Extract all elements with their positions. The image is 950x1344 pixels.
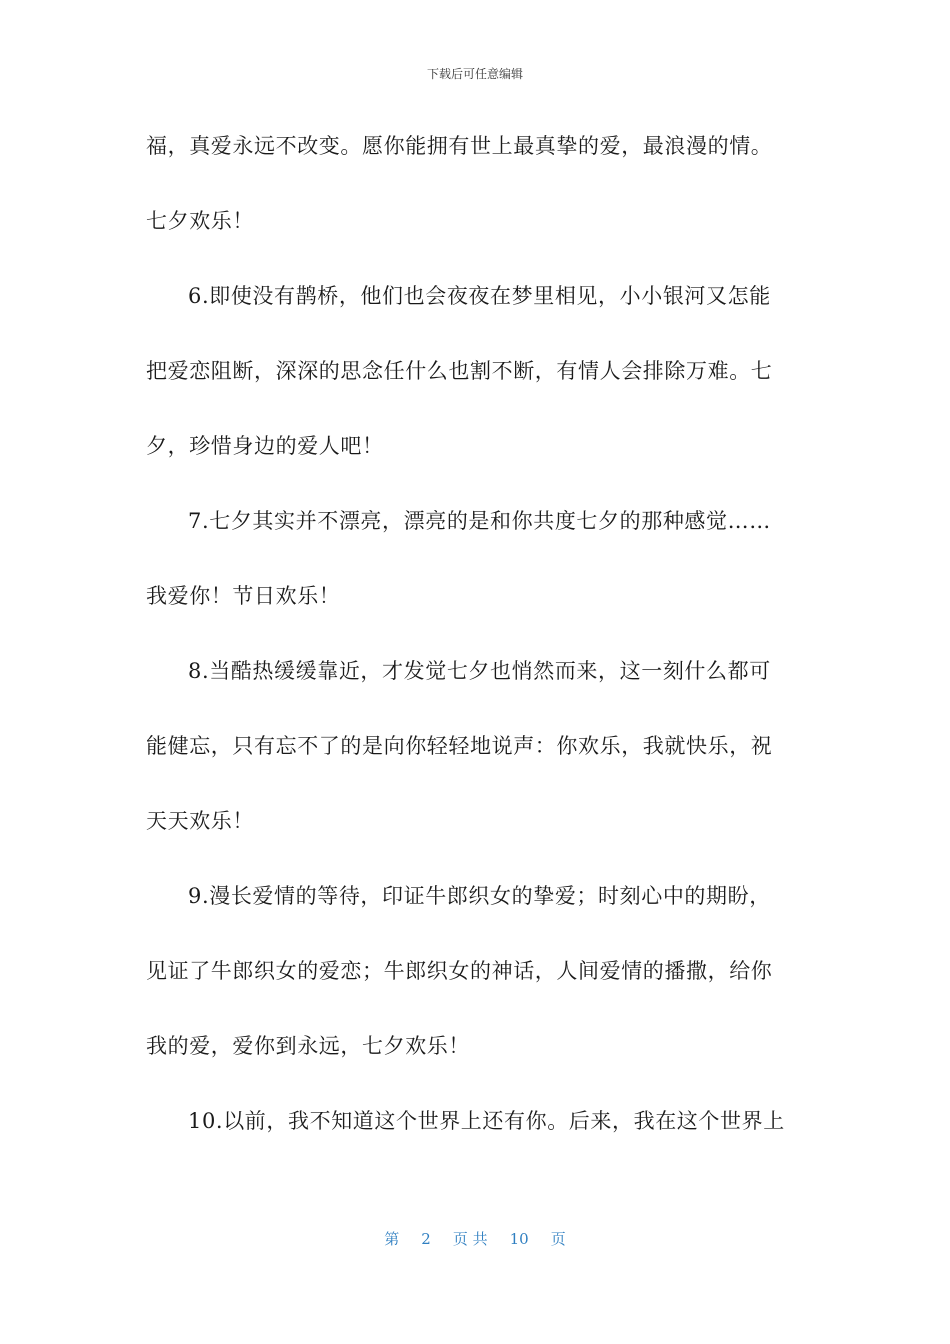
header-text: 下载后可任意编辑 (426, 67, 523, 81)
text-line: 七夕欢乐！ (146, 209, 254, 233)
text-line: 7.七夕其实并不漂亮，漂亮的是和你共度七夕的那种感觉…… (188, 509, 771, 533)
text-line: 福，真爱永远不改变。愿你能拥有世上最真挚的爱，最浪漫的情。 (146, 134, 773, 158)
text-line: 6.即使没有鹊桥，他们也会夜夜在梦里相见，小小银河又怎能 (188, 284, 771, 308)
document-body (146, 121, 806, 1171)
text-line: 见证了牛郎织女的爱恋；牛郎织女的神话，人间爱情的播撒，给你 (146, 959, 773, 983)
text-line: 9.漫长爱情的等待，印证牛郎织女的挚爱；时刻心中的期盼， (188, 884, 771, 908)
text-line: 8.当酷热缓缓靠近，才发觉七夕也悄然而来，这一刻什么都可 (188, 659, 771, 683)
page-header (0, 66, 950, 82)
text-line: 我的爱，爱你到永远，七夕欢乐！ (146, 1034, 470, 1058)
text-line: 把爱恋阻断，深深的思念任什么也割不断，有情人会排除万难。七 (146, 359, 773, 383)
footer-total-pages: 10 (509, 1230, 529, 1248)
text-line: 10.以前，我不知道这个世界上还有你。后来，我在这个世界上 (188, 1109, 785, 1133)
footer-suffix: 页 (550, 1230, 566, 1248)
footer-prefix: 第 (384, 1230, 400, 1248)
text-line: 天天欢乐！ (146, 809, 254, 833)
footer-page-number: 2 (421, 1230, 431, 1248)
text-line: 夕，珍惜身边的爱人吧！ (146, 434, 384, 458)
text-line: 我爱你！节日欢乐！ (146, 584, 341, 608)
text-line: 能健忘，只有忘不了的是向你轻轻地说声：你欢乐，我就快乐，祝 (146, 734, 773, 758)
page-footer (0, 1228, 950, 1250)
footer-middle: 页 共 (452, 1230, 488, 1248)
